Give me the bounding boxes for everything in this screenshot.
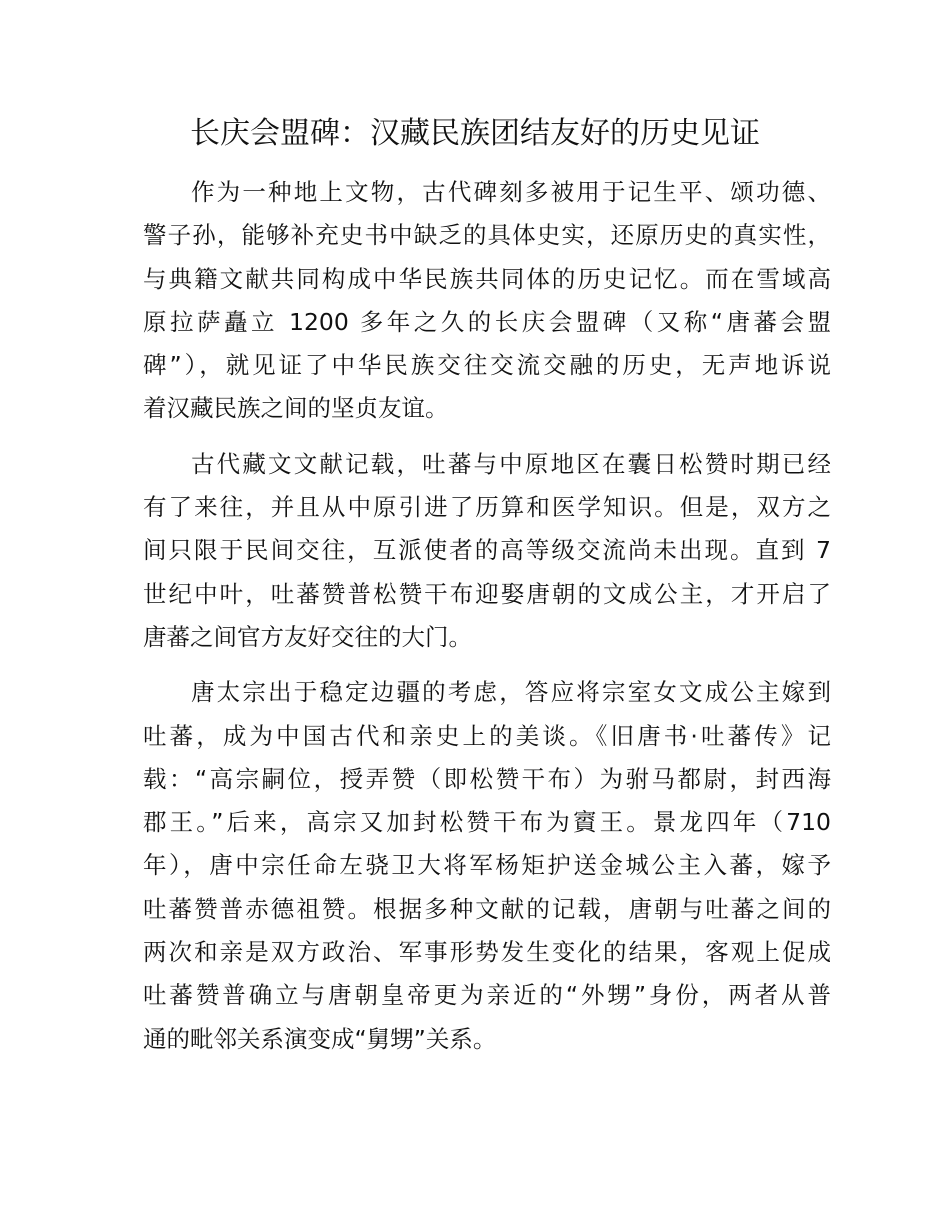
paragraph-line: 唐蕃之间官方友好交往的大门。 <box>143 622 472 651</box>
paragraph-line: 世纪中叶，吐蕃赞普松赞干布迎娶唐朝的文成公主，才开启了 <box>143 579 831 608</box>
document-title: 长庆会盟碑：汉藏民族团结友好的历史见证 <box>190 116 760 151</box>
paragraph-line: 吐蕃赞普赤德祖赞。根据多种文献的记载，唐朝与吐蕃之间的 <box>143 894 831 923</box>
document-body <box>143 171 831 1073</box>
paragraph-line: 两次和亲是双方政治、军事形势发生变化的结果，客观上促成 <box>143 938 831 967</box>
paragraph-line: 通的毗邻关系演变成“舅甥”关系。 <box>143 1024 497 1053</box>
paragraph-line: 有了来往，并且从中原引进了历算和医学知识。但是，双方之 <box>143 493 831 522</box>
paragraph-line: 年），唐中宗任命左骁卫大将军杨矩护送金城公主入蕃，嫁予 <box>143 851 831 880</box>
paragraph-line: 载：“高宗嗣位，授弄赞（即松赞干布）为驸马都尉，封西海 <box>143 764 831 793</box>
paragraph-line: 吐蕃，成为中国古代和亲史上的美谈。《旧唐书·吐蕃传》记 <box>143 721 831 750</box>
paragraph-line: 着汉藏民族之间的坚贞友谊。 <box>143 394 449 423</box>
paragraph-line: 碑”），就见证了中华民族交往交流交融的历史，无声地诉说 <box>143 351 831 380</box>
paragraph <box>143 171 831 431</box>
paragraph-line: 吐蕃赞普确立与唐朝皇帝更为亲近的“外甥”身份，两者从普 <box>143 981 831 1010</box>
paragraph-line: 间只限于民间交往，互派使者的高等级交流尚未出现。直到 7 <box>143 536 831 565</box>
paragraph-line: 郡王。”后来，高宗又加封松赞干布为賨王。景龙四年（710 <box>143 808 831 837</box>
paragraph-line: 与典籍文献共同构成中华民族共同体的历史记忆。而在雪域高 <box>143 264 831 293</box>
paragraph <box>143 443 831 659</box>
paragraph-line: 警子孙，能够补充史书中缺乏的具体史实，还原历史的真实性， <box>143 221 831 250</box>
paragraph-line: 唐太宗出于稳定边疆的考虑，答应将宗室女文成公主嫁到 <box>191 678 831 707</box>
paragraph <box>143 671 831 1061</box>
paragraph-line: 原拉萨矗立 1200 多年之久的长庆会盟碑（又称“唐蕃会盟 <box>143 307 831 336</box>
paragraph-line: 古代藏文文献记载，吐蕃与中原地区在囊日松赞时期已经 <box>191 449 831 478</box>
paragraph-line: 作为一种地上文物，古代碑刻多被用于记生平、颂功德、 <box>191 178 831 206</box>
